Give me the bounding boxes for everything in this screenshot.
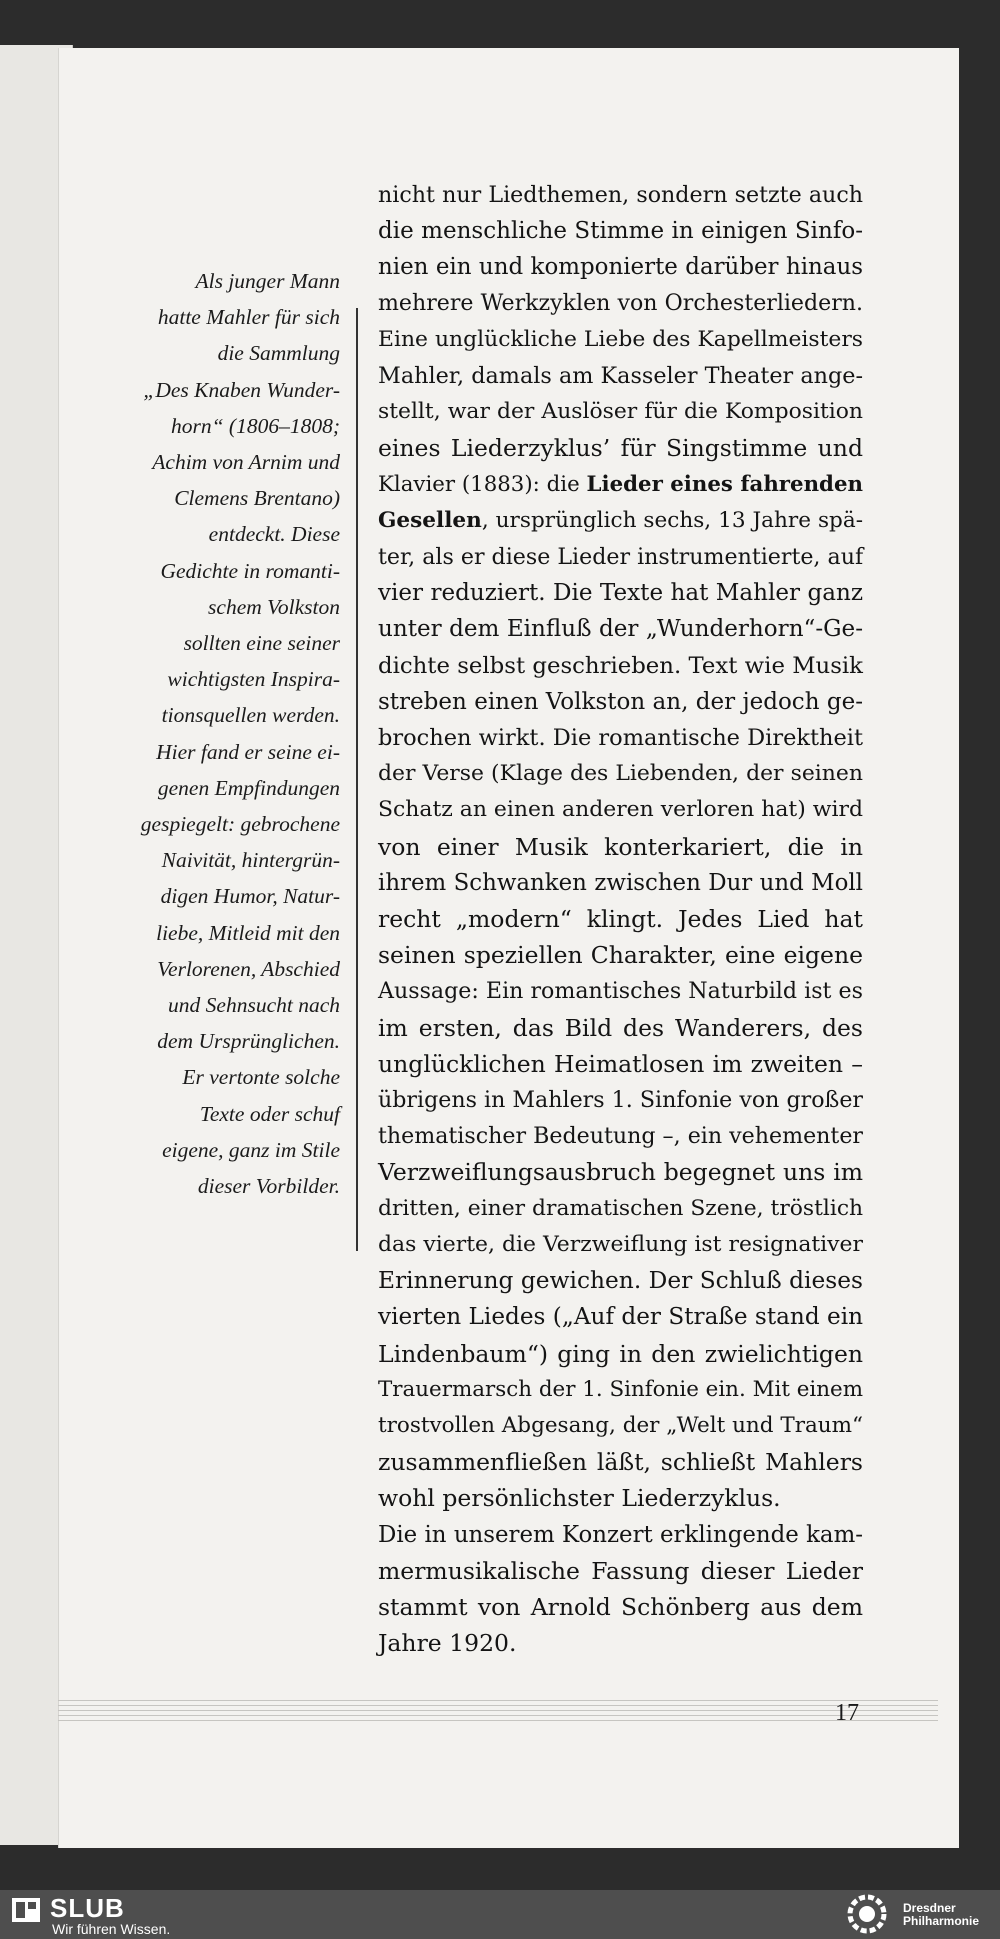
paragraph-2 xyxy=(378,1517,863,1662)
sidebar-line: Gedichte in romanti- xyxy=(160,558,340,583)
sidebar-line: digen Humor, Natur- xyxy=(160,884,340,909)
text-line: seinen speziellen Charakter, eine eigene xyxy=(378,941,863,970)
text-line: der Verse (Klage des Liebenden, der seinen xyxy=(378,761,863,787)
text-line: dritten, einer dramatischen Szene, tröstlich xyxy=(378,1195,864,1221)
sidebar-line: die Sammlung xyxy=(217,341,340,366)
main-text xyxy=(378,177,863,1661)
text-line: ter, als er diese Lieder instrumentierte, auf xyxy=(378,544,864,571)
dresdner-philharmonie-name[interactable] xyxy=(903,1902,979,1928)
sidebar-line: und Sehnsucht nach xyxy=(168,993,340,1018)
sidebar-line: schem Volkston xyxy=(208,594,340,619)
text-line: Trauermarsch der 1. Sinfonie ein. Mit einem xyxy=(378,1376,864,1402)
text-line: zusammenfließen läßt, schließt Mahlers xyxy=(378,1448,863,1477)
text-line: eines Liederzyklus’ für Singstimme und xyxy=(378,434,863,463)
slub-logo-icon xyxy=(12,1898,40,1922)
text-line: wohl persönlichster Liederzyklus. xyxy=(378,1484,781,1513)
text-line: Verzweiflungsausbruch begegnet uns im xyxy=(378,1158,863,1187)
text-line: Erinnerung gewichen. Der Schluß dieses xyxy=(378,1267,863,1295)
sidebar-line: sollten eine seiner xyxy=(183,631,340,656)
text-line: dichte selbst geschrieben. Text wie Musik xyxy=(378,652,863,679)
song-title-emphasis: Gesellen xyxy=(378,507,482,533)
sidebar-line: gespiegelt: gebrochene xyxy=(140,812,340,837)
sidebar-line: genen Empfindungen xyxy=(157,775,340,800)
text-line: Die in unserem Konzert erklingende kam- xyxy=(378,1521,863,1548)
text-line: nien ein und komponierte darüber hinaus xyxy=(378,254,863,281)
sidebar-line: Hier fand er seine ei- xyxy=(156,739,340,764)
sidebar-line: Texte oder schuf xyxy=(199,1101,340,1126)
sidebar-line: horn“ (1806–1808; xyxy=(170,413,340,438)
text-line: unglücklichen Heimatlosen im zweiten – xyxy=(378,1049,863,1078)
sidebar-quote xyxy=(60,263,340,1204)
text-line: ihrem Schwanken zwischen Dur und Moll xyxy=(378,869,863,896)
sidebar-line: tionsquellen werden. xyxy=(161,703,340,728)
text-run: Klavier (1883): die xyxy=(378,471,587,497)
text-line: die menschliche Stimme in einigen Sinfo- xyxy=(378,218,863,245)
text-line xyxy=(378,503,863,539)
sidebar-line: wichtigsten Inspira- xyxy=(167,667,340,692)
sidebar-line: „Des Knaben Wunder- xyxy=(143,377,340,402)
sidebar-rule xyxy=(356,308,358,1251)
text-line: im ersten, das Bild des Wanderers, des xyxy=(378,1013,863,1042)
text-line: stammt von Arnold Schönberg aus dem xyxy=(378,1592,863,1621)
slub-tagline: Wir führen Wissen. xyxy=(52,1921,171,1937)
paragraph-1 xyxy=(378,177,863,1517)
page-number: 17 xyxy=(835,1700,859,1726)
text-line: Schatz an einen anderen verloren hat) wird xyxy=(378,797,863,823)
text-line: thematischer Bedeutung –, ein vehementer xyxy=(378,1123,863,1150)
text-line: streben einen Volkston an, der jedoch ge- xyxy=(378,688,863,715)
text-line: Aussage: Ein romantisches Naturbild ist es xyxy=(378,978,863,1005)
sidebar-line: liebe, Mitleid mit den xyxy=(156,920,340,945)
text-line xyxy=(378,467,863,503)
text-line: von einer Musik konterkariert, die in xyxy=(378,832,863,861)
text-line: Lindenbaum“) ging in den zwielichtigen xyxy=(378,1339,863,1368)
text-line: mermusikalische Fassung dieser Lieder xyxy=(378,1556,863,1585)
sidebar-line: Naivität, hintergrün- xyxy=(161,848,340,873)
text-line: vierten Liedes („Auf der Straße stand ein xyxy=(378,1304,864,1331)
text-line: brochen wirkt. Die romantische Direktheit xyxy=(378,725,863,752)
song-title-emphasis: Lieder eines fahrenden xyxy=(586,471,863,497)
text-line: Jahre 1920. xyxy=(378,1629,517,1658)
sidebar-line: Als junger Mann xyxy=(195,269,340,293)
text-line: unter dem Einfluß der „Wunderhorn“-Ge- xyxy=(378,616,863,643)
text-line: recht „modern“ klingt. Jedes Lied hat xyxy=(378,905,863,934)
footer-rules xyxy=(58,1700,938,1725)
sidebar-line: eigene, ganz im Stile xyxy=(162,1137,340,1162)
text-line: stellt, war der Auslöser für die Komposition xyxy=(378,399,863,425)
text-line: übrigens in Mahlers 1. Sinfonie von großer xyxy=(378,1087,863,1114)
text-line: Eine unglückliche Liebe des Kapellmeisters xyxy=(378,326,863,352)
text-line: das vierte, die Verzweiflung ist resignativer xyxy=(378,1231,863,1257)
sidebar-line: entdeckt. Diese xyxy=(208,522,340,547)
text-line: Mahler, damals am Kasseler Theater ange- xyxy=(378,363,863,390)
partner-line-2: Philharmonie xyxy=(903,1914,980,1928)
text-run: , ursprünglich sechs, 13 Jahre spä- xyxy=(481,507,863,533)
slub-name[interactable]: SLUB xyxy=(50,1893,125,1923)
sidebar-line: Clemens Brentano) xyxy=(174,486,340,511)
sidebar-line: dem Ursprünglichen. xyxy=(157,1029,340,1054)
dresdner-philharmonie-logo-icon xyxy=(842,1894,892,1934)
text-line: trostvollen Abgesang, der „Welt und Traum“ xyxy=(378,1412,864,1438)
text-line: mehrere Werkzyklen von Orchesterliedern. xyxy=(378,290,863,316)
partner-line-1: Dresdner xyxy=(903,1901,956,1915)
text-line: vier reduziert. Die Texte hat Mahler ganz xyxy=(378,580,863,607)
sidebar-line: hatte Mahler für sich xyxy=(157,305,340,330)
sidebar-line: Verlorenen, Abschied xyxy=(157,956,340,981)
sidebar-line: Er vertonte solche xyxy=(182,1065,340,1090)
sidebar-line: Achim von Arnim und xyxy=(152,450,340,475)
text-line: nicht nur Liedthemen, sondern setzte auch xyxy=(378,182,863,208)
sidebar-line: dieser Vorbilder. xyxy=(197,1174,340,1199)
